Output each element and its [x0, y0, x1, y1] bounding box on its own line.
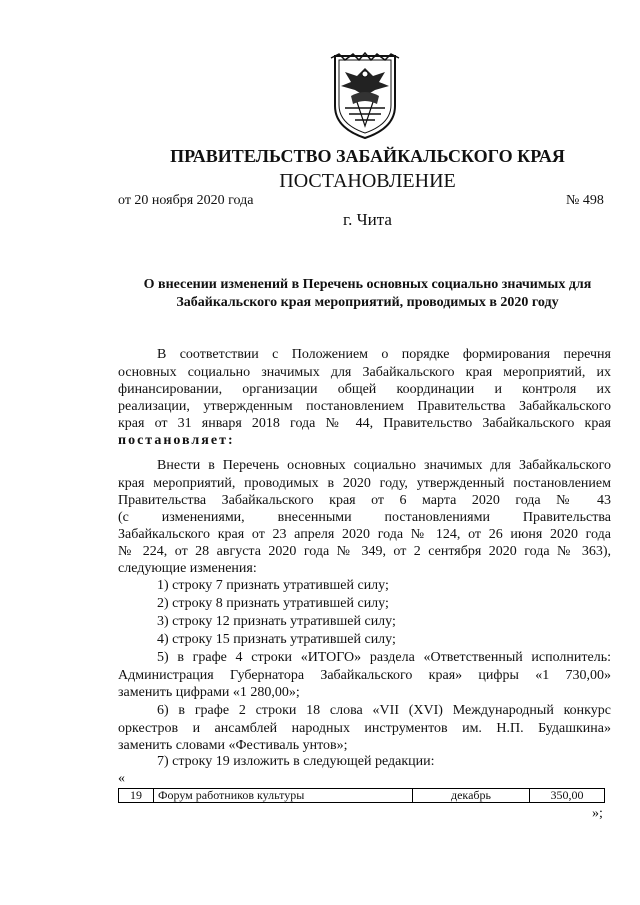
- quote-open: «: [118, 771, 125, 786]
- body-line-6: № 224, от 28 августа 2020 года № 349, от 2 сентября 2020 года № 363),: [118, 544, 611, 559]
- body-line-7: следующие изменения:: [118, 561, 257, 576]
- subject-line-1: О внесении изменений в Перечень основных социально значимых для: [143, 277, 592, 292]
- decides-word: постановляет:: [118, 433, 235, 448]
- body-line-3: Правительства Забайкальского края от 6 марта 2020 года № 43: [118, 493, 611, 508]
- table-cell-number: 19: [119, 789, 154, 803]
- item-5-line-2: Администрация Губернатора Забайкальского края» цифры «1 730,00»: [118, 668, 611, 683]
- body-line-4: (с изменениями, внесенными постановлениями Правительства: [118, 510, 611, 525]
- item-2: 2) строку 8 признать утратившей силу;: [157, 596, 389, 611]
- item-5-line-3: заменить цифрами «1 280,00»;: [118, 685, 300, 700]
- replacement-table: [118, 788, 605, 803]
- item-1: 1) строку 7 признать утратившей силу;: [157, 578, 389, 593]
- document-type: ПОСТАНОВЛЕНИЕ: [279, 170, 456, 192]
- government-name: ПРАВИТЕЛЬСТВО ЗАБАЙКАЛЬСКОГО КРАЯ: [170, 146, 565, 166]
- document-city: г. Чита: [343, 210, 392, 229]
- coat-of-arms-emblem: [327, 52, 403, 142]
- quote-close: »;: [592, 806, 603, 821]
- subject-line-2: Забайкальского края мероприятий, проводимых в 2020 году: [176, 295, 559, 310]
- preamble-line-2: основных социально значимых для Забайкальского края мероприятий, их: [118, 365, 611, 380]
- item-6-line-2: оркестров и ансамблей народных инструментов им. Н.П. Будашкина»: [118, 721, 611, 736]
- document-date: от 20 ноября 2020 года: [118, 193, 254, 208]
- body-line-1: Внести в Перечень основных социально значимых для Забайкальского: [157, 458, 611, 473]
- item-6-line-3: заменить словами «Фестиваль унтов»;: [118, 738, 348, 753]
- body-line-5: Забайкальского края от 23 апреля 2020 года № 124, от 26 июня 2020 года: [118, 527, 611, 542]
- preamble-line-3: финансировании, организации общей координации и контроля их: [118, 382, 611, 397]
- document-number: № 498: [566, 193, 604, 208]
- item-4: 4) строку 15 признать утратившей силу;: [157, 632, 396, 647]
- body-line-2: края мероприятий, проводимых в 2020 году, утвержденный постановлением: [118, 476, 611, 491]
- preamble-line-4: реализации, утвержденным постановлением Правительства Забайкальского: [118, 399, 611, 414]
- item-3: 3) строку 12 признать утратившей силу;: [157, 614, 396, 629]
- table-cell-event: Форум работников культуры: [154, 789, 413, 803]
- item-5-line-1: 5) в графе 4 строки «ИТОГО» раздела «Ответственный исполнитель:: [157, 650, 611, 665]
- table-row: [119, 789, 605, 803]
- item-7: 7) строку 19 изложить в следующей редакции:: [157, 754, 435, 769]
- preamble-line-5: края от 31 января 2018 года № 44, Правительство Забайкальского края: [118, 416, 611, 431]
- item-6-line-1: 6) в графе 2 строки 18 слова «VII (XVI) Международный конкурс: [157, 703, 611, 718]
- preamble-line-1: В соответствии с Положением о порядке формирования перечня: [157, 347, 611, 362]
- table-cell-amount: 350,00: [530, 789, 605, 803]
- table-cell-month: декабрь: [413, 789, 530, 803]
